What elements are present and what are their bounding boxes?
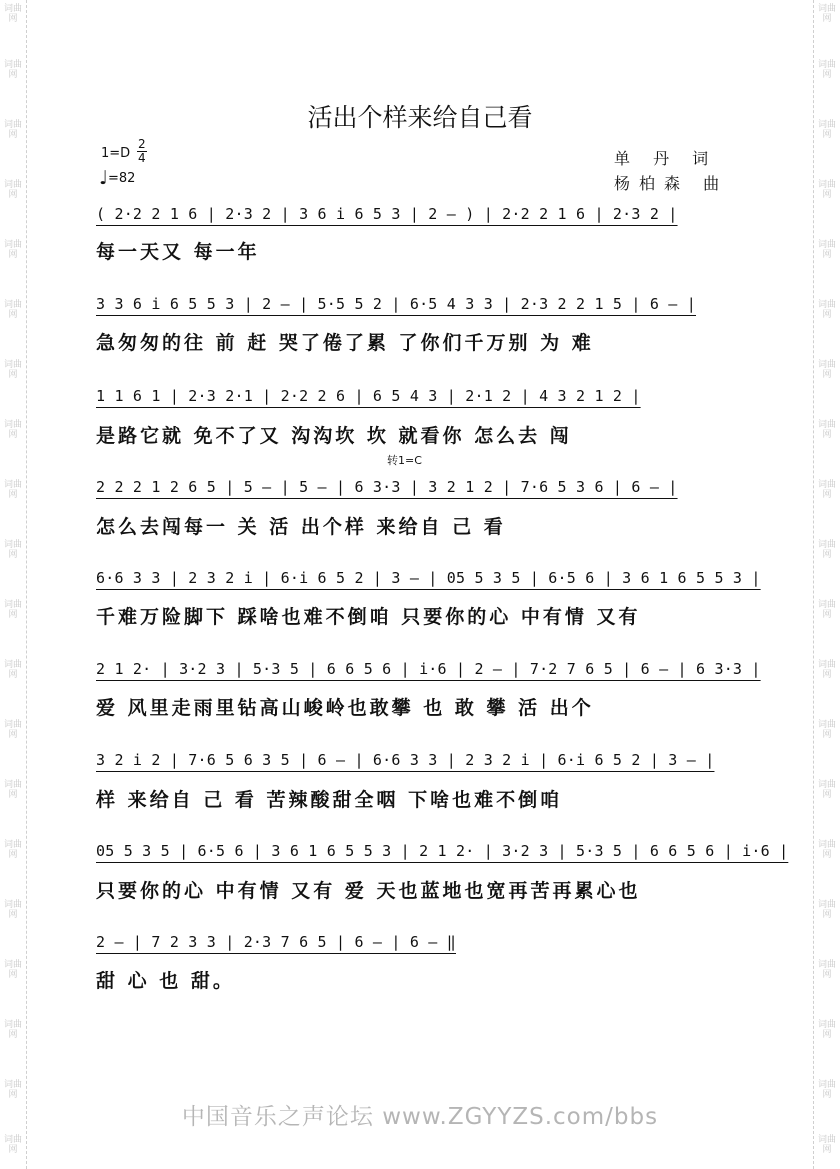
watermark: 词曲网	[3, 4, 22, 24]
forum-footer-watermark: 中国音乐之声论坛 www.ZGYYZS.com/bbs	[181, 1104, 659, 1130]
watermark: 词曲网	[817, 600, 836, 620]
watermark: 词曲网	[3, 1080, 22, 1100]
lyric-row: 只要你的心 中有情 又有 爱 天也蓝地也宽再苦再累心也	[96, 880, 641, 902]
watermark: 词曲网	[3, 900, 22, 920]
watermark: 词曲网	[3, 840, 22, 860]
watermark: 词曲网	[817, 300, 836, 320]
lyricist-credit: 单 丹 词	[614, 149, 718, 168]
watermark: 词曲网	[3, 300, 22, 320]
notation-row: 2 2 2 1 2 6 5 | 5 – | 5 – | 6 3·3 | 3 2 1 2 | 7·6 5 3 6 | 6 – |	[96, 478, 678, 496]
lyric-row: 爱 风里走雨里钻高山峻岭也敢攀 也 敢 攀 活 出个	[96, 697, 594, 719]
notation-row: 3 3 6 i 6 5 5 3 | 2 – | 5·5 5 2 | 6·5 4 3 3 | 2·3 2 2 1 5 | 6 – |	[96, 295, 696, 313]
watermark: 词曲网	[3, 1020, 22, 1040]
notation-row: 3 2 i 2 | 7·6 5 6 3 5 | 6 – | 6·6 3 3 | 2 3 2 i | 6·i 6 5 2 | 3 – |	[96, 751, 715, 769]
watermark: 词曲网	[3, 60, 22, 80]
watermark: 词曲网	[817, 900, 836, 920]
watermark: 词曲网	[3, 1135, 22, 1155]
quarter-note-icon: ♩	[99, 167, 108, 189]
notation-row: ( 2·2 2 1 6 | 2·3 2 | 3 6 i 6 5 3 | 2 – ) | 2·2 2 1 6 | 2·3 2 |	[96, 205, 678, 223]
watermark: 词曲网	[817, 840, 836, 860]
time-signature	[137, 138, 147, 165]
lyric-row: 每一天又 每一年	[96, 241, 260, 263]
watermark: 词曲网	[3, 120, 22, 140]
lyric-row: 是路它就 免不了又 沟沟坎 坎 就看你 怎么去 闯	[96, 425, 572, 447]
tempo-marking	[99, 167, 135, 189]
watermark: 词曲网	[817, 420, 836, 440]
watermark: 词曲网	[3, 540, 22, 560]
watermark: 词曲网	[3, 960, 22, 980]
watermark: 词曲网	[3, 720, 22, 740]
lyric-row: 千难万险脚下 踩啥也难不倒咱 只要你的心 中有情 又有	[96, 606, 641, 628]
notation-row: 1 1 6 1 | 2·3 2·1 | 2·2 2 6 | 6 5 4 3 | 2·1 2 | 4 3 2 1 2 |	[96, 387, 641, 405]
watermark: 词曲网	[817, 960, 836, 980]
notation-row: 05 5 3 5 | 6·5 6 | 3 6 1 6 5 5 3 | 2 1 2· | 3·2 3 | 5·3 5 | 6 6 5 6 | i·6 |	[96, 842, 789, 860]
song-title: 活出个样来给自己看	[307, 103, 533, 132]
lyric-row: 甜 心 也 甜。	[96, 970, 235, 992]
watermark: 词曲网	[817, 240, 836, 260]
watermark: 词曲网	[817, 180, 836, 200]
watermark: 词曲网	[3, 360, 22, 380]
watermark: 词曲网	[817, 60, 836, 80]
time-signature-bottom: 4	[138, 151, 146, 165]
notation-row: 6·6 3 3 | 2 3 2 i | 6·i 6 5 2 | 3 – | 05 5 3 5 | 6·5 6 | 3 6 1 6 5 5 3 |	[96, 569, 761, 587]
watermark: 词曲网	[3, 780, 22, 800]
watermark: 词曲网	[817, 480, 836, 500]
watermark: 词曲网	[817, 540, 836, 560]
notation-row: 2 1 2· | 3·2 3 | 5·3 5 | 6 6 5 6 | i·6 | 2 – | 7·2 7 6 5 | 6 – | 6 3·3 |	[96, 660, 761, 678]
watermark: 词曲网	[3, 240, 22, 260]
notation-row: 2 – | 7 2 3 3 | 2·3 7 6 5 | 6 – | 6 – ‖	[96, 933, 456, 951]
watermark: 词曲网	[3, 420, 22, 440]
lyric-row: 急匆匆的往 前 赶 哭了倦了累 了你们千万别 为 难	[96, 332, 594, 354]
watermark: 词曲网	[817, 4, 836, 24]
watermark: 词曲网	[817, 360, 836, 380]
watermark: 词曲网	[817, 1080, 836, 1100]
watermark: 词曲网	[3, 660, 22, 680]
right-margin-strip	[813, 0, 840, 1169]
watermark: 词曲网	[817, 120, 836, 140]
watermark: 词曲网	[3, 180, 22, 200]
lyric-row: 样 来给自 己 看 苦辣酸甜全咽 下啥也难不倒咱	[96, 789, 563, 811]
watermark: 词曲网	[817, 660, 836, 680]
lyric-row: 怎么去闯每一 关 活 出个样 来给自 己 看	[96, 516, 506, 538]
time-signature-top: 2	[138, 137, 146, 151]
watermark: 词曲网	[3, 600, 22, 620]
left-margin-strip	[0, 0, 27, 1169]
watermark: 词曲网	[817, 1020, 836, 1040]
watermark: 词曲网	[3, 480, 22, 500]
key-change-marking: 转1=C	[387, 454, 422, 467]
tempo-value: =82	[107, 171, 136, 186]
watermark: 词曲网	[817, 780, 836, 800]
watermark: 词曲网	[817, 720, 836, 740]
composer-credit: 杨柏森 曲	[614, 174, 729, 193]
watermark: 词曲网	[817, 1135, 836, 1155]
key-signature: 1=D	[101, 146, 131, 161]
